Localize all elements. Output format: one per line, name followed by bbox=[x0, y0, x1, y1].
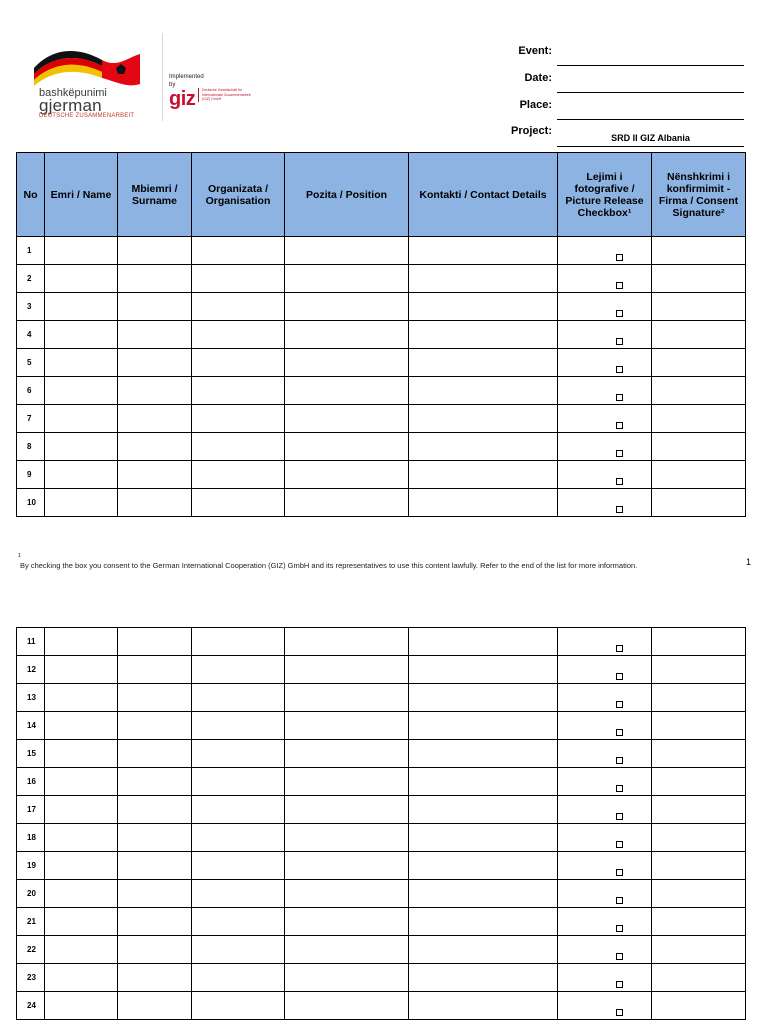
table-row bbox=[17, 796, 746, 824]
contact-cell[interactable] bbox=[409, 964, 558, 992]
signature-cell[interactable] bbox=[652, 908, 746, 936]
row-number: 21 bbox=[17, 908, 45, 936]
position-cell[interactable] bbox=[285, 992, 409, 1020]
surname-cell[interactable] bbox=[118, 852, 192, 880]
contact-cell[interactable] bbox=[409, 768, 558, 796]
header-position: Pozita / Position bbox=[285, 153, 409, 237]
table-row bbox=[17, 628, 746, 656]
signature-cell[interactable] bbox=[652, 265, 746, 293]
contact-cell[interactable] bbox=[409, 405, 558, 433]
table-row bbox=[17, 349, 746, 377]
row-number: 17 bbox=[17, 796, 45, 824]
picture-release-checkbox[interactable] bbox=[616, 953, 623, 960]
picture-release-cell bbox=[558, 768, 652, 796]
organisation-cell[interactable] bbox=[192, 628, 285, 656]
picture-release-checkbox[interactable] bbox=[616, 394, 623, 401]
surname-cell[interactable] bbox=[118, 740, 192, 768]
organisation-cell[interactable] bbox=[192, 740, 285, 768]
project-label: Project: bbox=[511, 125, 552, 137]
logo-divider bbox=[162, 33, 163, 121]
table-row bbox=[17, 740, 746, 768]
contact-cell[interactable] bbox=[409, 433, 558, 461]
contact-cell[interactable] bbox=[409, 684, 558, 712]
position-cell[interactable] bbox=[285, 880, 409, 908]
picture-release-cell bbox=[558, 293, 652, 321]
event-field[interactable] bbox=[557, 65, 744, 66]
name-cell[interactable] bbox=[45, 768, 118, 796]
contact-cell[interactable] bbox=[409, 461, 558, 489]
organisation-cell[interactable] bbox=[192, 405, 285, 433]
row-number: 16 bbox=[17, 768, 45, 796]
picture-release-checkbox[interactable] bbox=[616, 450, 623, 457]
table-header-row bbox=[17, 153, 746, 237]
position-cell[interactable] bbox=[285, 349, 409, 377]
surname-cell[interactable] bbox=[118, 908, 192, 936]
surname-cell[interactable] bbox=[118, 796, 192, 824]
place-label: Place: bbox=[519, 99, 552, 111]
signature-cell[interactable] bbox=[652, 712, 746, 740]
header-no: No bbox=[17, 153, 45, 237]
picture-release-checkbox[interactable] bbox=[616, 310, 623, 317]
table-row bbox=[17, 656, 746, 684]
position-cell[interactable] bbox=[285, 936, 409, 964]
contact-cell[interactable] bbox=[409, 628, 558, 656]
surname-cell[interactable] bbox=[118, 684, 192, 712]
picture-release-cell bbox=[558, 992, 652, 1020]
row-number: 23 bbox=[17, 964, 45, 992]
position-cell[interactable] bbox=[285, 768, 409, 796]
picture-release-checkbox[interactable] bbox=[616, 478, 623, 485]
contact-cell[interactable] bbox=[409, 349, 558, 377]
contact-cell[interactable] bbox=[409, 740, 558, 768]
row-number: 5 bbox=[17, 349, 45, 377]
organisation-cell[interactable] bbox=[192, 684, 285, 712]
contact-cell[interactable] bbox=[409, 489, 558, 517]
surname-cell[interactable] bbox=[118, 712, 192, 740]
signature-cell[interactable] bbox=[652, 740, 746, 768]
page-number: 1 bbox=[746, 557, 752, 567]
organisation-cell[interactable] bbox=[192, 377, 285, 405]
contact-cell[interactable] bbox=[409, 908, 558, 936]
position-cell[interactable] bbox=[285, 908, 409, 936]
checkbox-underline bbox=[640, 1019, 651, 1020]
row-number: 11 bbox=[17, 628, 45, 656]
picture-release-cell bbox=[558, 740, 652, 768]
name-cell[interactable] bbox=[45, 740, 118, 768]
picture-release-checkbox[interactable] bbox=[616, 254, 623, 261]
row-number: 9 bbox=[17, 461, 45, 489]
picture-release-cell bbox=[558, 433, 652, 461]
picture-release-cell bbox=[558, 237, 652, 265]
surname-cell[interactable] bbox=[118, 768, 192, 796]
footnote-text: By checking the box you consent to the German International Cooperation (GIZ) GmbH and its representatives to use this content lawfully. Refer to the end of the list for more information. bbox=[20, 561, 638, 570]
position-cell[interactable] bbox=[285, 461, 409, 489]
surname-cell[interactable] bbox=[118, 461, 192, 489]
position-cell[interactable] bbox=[285, 656, 409, 684]
picture-release-checkbox[interactable] bbox=[616, 981, 623, 988]
organisation-cell[interactable] bbox=[192, 908, 285, 936]
position-cell[interactable] bbox=[285, 265, 409, 293]
table-row bbox=[17, 852, 746, 880]
signature-cell[interactable] bbox=[652, 461, 746, 489]
picture-release-cell bbox=[558, 908, 652, 936]
table-row bbox=[17, 265, 746, 293]
surname-cell[interactable] bbox=[118, 824, 192, 852]
surname-cell[interactable] bbox=[118, 433, 192, 461]
table-row bbox=[17, 768, 746, 796]
contact-cell[interactable] bbox=[409, 656, 558, 684]
position-cell[interactable] bbox=[285, 852, 409, 880]
picture-release-checkbox[interactable] bbox=[616, 422, 623, 429]
picture-release-cell bbox=[558, 656, 652, 684]
date-label: Date: bbox=[524, 72, 552, 84]
picture-release-checkbox[interactable] bbox=[616, 729, 623, 736]
surname-cell[interactable] bbox=[118, 489, 192, 517]
contact-cell[interactable] bbox=[409, 880, 558, 908]
name-cell[interactable] bbox=[45, 824, 118, 852]
contact-cell[interactable] bbox=[409, 712, 558, 740]
organisation-cell[interactable] bbox=[192, 796, 285, 824]
row-number: 12 bbox=[17, 656, 45, 684]
picture-release-cell bbox=[558, 377, 652, 405]
organisation-cell[interactable] bbox=[192, 824, 285, 852]
project-field[interactable] bbox=[557, 146, 744, 147]
picture-release-cell bbox=[558, 852, 652, 880]
table-row bbox=[17, 824, 746, 852]
name-cell[interactable] bbox=[45, 433, 118, 461]
contact-cell[interactable] bbox=[409, 321, 558, 349]
contact-cell[interactable] bbox=[409, 237, 558, 265]
organisation-cell[interactable] bbox=[192, 321, 285, 349]
surname-cell[interactable] bbox=[118, 628, 192, 656]
row-number: 3 bbox=[17, 293, 45, 321]
organisation-cell[interactable] bbox=[192, 489, 285, 517]
name-cell[interactable] bbox=[45, 684, 118, 712]
position-cell[interactable] bbox=[285, 712, 409, 740]
picture-release-cell bbox=[558, 964, 652, 992]
surname-cell[interactable] bbox=[118, 964, 192, 992]
position-cell[interactable] bbox=[285, 740, 409, 768]
position-cell[interactable] bbox=[285, 628, 409, 656]
position-cell[interactable] bbox=[285, 796, 409, 824]
name-cell[interactable] bbox=[45, 656, 118, 684]
row-number: 15 bbox=[17, 740, 45, 768]
row-number: 18 bbox=[17, 824, 45, 852]
signature-cell[interactable] bbox=[652, 684, 746, 712]
picture-release-cell bbox=[558, 936, 652, 964]
contact-cell[interactable] bbox=[409, 992, 558, 1020]
picture-release-checkbox[interactable] bbox=[616, 897, 623, 904]
name-cell[interactable] bbox=[45, 796, 118, 824]
table-row bbox=[17, 936, 746, 964]
name-cell[interactable] bbox=[45, 880, 118, 908]
row-number: 13 bbox=[17, 684, 45, 712]
picture-release-cell bbox=[558, 461, 652, 489]
picture-release-checkbox[interactable] bbox=[616, 673, 623, 680]
giz-logo: giz bbox=[169, 88, 196, 110]
signature-cell[interactable] bbox=[652, 433, 746, 461]
name-cell[interactable] bbox=[45, 489, 118, 517]
header-surname: Mbiemri / Surname bbox=[118, 153, 192, 237]
row-number: 4 bbox=[17, 321, 45, 349]
table-row bbox=[17, 461, 746, 489]
picture-release-checkbox[interactable] bbox=[616, 925, 623, 932]
logo-german-cooperation bbox=[27, 33, 164, 121]
signature-cell[interactable] bbox=[652, 237, 746, 265]
organisation-cell[interactable] bbox=[192, 936, 285, 964]
organisation-cell[interactable] bbox=[192, 964, 285, 992]
logo-line2: gjerman bbox=[39, 96, 102, 115]
signature-cell[interactable] bbox=[652, 656, 746, 684]
signature-cell[interactable] bbox=[652, 852, 746, 880]
date-field[interactable] bbox=[557, 92, 744, 93]
picture-release-checkbox[interactable] bbox=[616, 366, 623, 373]
flag-wave-icon bbox=[32, 38, 142, 93]
logo-line1: bashkëpunimi bbox=[39, 87, 107, 99]
organisation-cell[interactable] bbox=[192, 768, 285, 796]
name-cell[interactable] bbox=[45, 293, 118, 321]
row-number: 20 bbox=[17, 880, 45, 908]
attendance-table-2 bbox=[16, 627, 746, 1020]
table-row bbox=[17, 293, 746, 321]
signature-cell[interactable] bbox=[652, 405, 746, 433]
signature-cell[interactable] bbox=[652, 768, 746, 796]
picture-release-cell bbox=[558, 684, 652, 712]
surname-cell[interactable] bbox=[118, 265, 192, 293]
header-picture-release: Lejimi i fotografive / Picture Release Checkbox¹ bbox=[558, 153, 652, 237]
position-cell[interactable] bbox=[285, 964, 409, 992]
organisation-cell[interactable] bbox=[192, 712, 285, 740]
contact-cell[interactable] bbox=[409, 796, 558, 824]
signature-cell[interactable] bbox=[652, 349, 746, 377]
table-row bbox=[17, 712, 746, 740]
surname-cell[interactable] bbox=[118, 936, 192, 964]
picture-release-checkbox[interactable] bbox=[616, 757, 623, 764]
organisation-cell[interactable] bbox=[192, 265, 285, 293]
row-number: 24 bbox=[17, 992, 45, 1020]
picture-release-cell bbox=[558, 628, 652, 656]
event-label: Event: bbox=[518, 45, 552, 57]
giz-subtitle: Deutsche Gesellschaft für Internationale Zusammenarbeit (GIZ) GmbH bbox=[198, 88, 252, 102]
implemented-by-label: Implemented by bbox=[169, 74, 204, 88]
organisation-cell[interactable] bbox=[192, 349, 285, 377]
organisation-cell[interactable] bbox=[192, 293, 285, 321]
table-row bbox=[17, 237, 746, 265]
position-cell[interactable] bbox=[285, 489, 409, 517]
name-cell[interactable] bbox=[45, 628, 118, 656]
name-cell[interactable] bbox=[45, 405, 118, 433]
contact-cell[interactable] bbox=[409, 936, 558, 964]
logo-line3: DEUTSCHE ZUSAMMENARBEIT bbox=[39, 113, 135, 119]
surname-cell[interactable] bbox=[118, 321, 192, 349]
picture-release-cell bbox=[558, 796, 652, 824]
contact-cell[interactable] bbox=[409, 377, 558, 405]
contact-cell[interactable] bbox=[409, 824, 558, 852]
surname-cell[interactable] bbox=[118, 349, 192, 377]
picture-release-cell bbox=[558, 489, 652, 517]
header-name: Emri / Name bbox=[45, 153, 118, 237]
position-cell[interactable] bbox=[285, 433, 409, 461]
name-cell[interactable] bbox=[45, 461, 118, 489]
table-row bbox=[17, 489, 746, 517]
position-cell[interactable] bbox=[285, 293, 409, 321]
table-row bbox=[17, 684, 746, 712]
picture-release-checkbox[interactable] bbox=[616, 282, 623, 289]
table-row bbox=[17, 992, 746, 1020]
header-consent-signature: Nënshkrimi i konfirmimit - Firma / Consent Signature² bbox=[652, 153, 746, 237]
surname-cell[interactable] bbox=[118, 992, 192, 1020]
signature-cell[interactable] bbox=[652, 880, 746, 908]
position-cell[interactable] bbox=[285, 824, 409, 852]
name-cell[interactable] bbox=[45, 265, 118, 293]
signature-cell[interactable] bbox=[652, 628, 746, 656]
signature-cell[interactable] bbox=[652, 489, 746, 517]
name-cell[interactable] bbox=[45, 964, 118, 992]
table-row bbox=[17, 377, 746, 405]
signature-cell[interactable] bbox=[652, 992, 746, 1020]
contact-cell[interactable] bbox=[409, 852, 558, 880]
picture-release-cell bbox=[558, 321, 652, 349]
picture-release-checkbox[interactable] bbox=[616, 338, 623, 345]
picture-release-checkbox[interactable] bbox=[616, 701, 623, 708]
name-cell[interactable] bbox=[45, 349, 118, 377]
picture-release-checkbox[interactable] bbox=[616, 1009, 623, 1016]
organisation-cell[interactable] bbox=[192, 237, 285, 265]
picture-release-cell bbox=[558, 824, 652, 852]
row-number: 10 bbox=[17, 489, 45, 517]
signature-cell[interactable] bbox=[652, 377, 746, 405]
picture-release-cell bbox=[558, 880, 652, 908]
organisation-cell[interactable] bbox=[192, 656, 285, 684]
row-number: 8 bbox=[17, 433, 45, 461]
surname-cell[interactable] bbox=[118, 880, 192, 908]
place-field[interactable] bbox=[557, 119, 744, 120]
signature-cell[interactable] bbox=[652, 936, 746, 964]
row-number: 2 bbox=[17, 265, 45, 293]
contact-cell[interactable] bbox=[409, 293, 558, 321]
signature-cell[interactable] bbox=[652, 824, 746, 852]
name-cell[interactable] bbox=[45, 852, 118, 880]
row-number: 1 bbox=[17, 237, 45, 265]
row-number: 14 bbox=[17, 712, 45, 740]
signature-cell[interactable] bbox=[652, 964, 746, 992]
table-row bbox=[17, 908, 746, 936]
organisation-cell[interactable] bbox=[192, 433, 285, 461]
organisation-cell[interactable] bbox=[192, 852, 285, 880]
attendance-table-1 bbox=[16, 152, 746, 517]
name-cell[interactable] bbox=[45, 377, 118, 405]
row-number: 7 bbox=[17, 405, 45, 433]
footnote-marker: 1 bbox=[18, 553, 21, 559]
name-cell[interactable] bbox=[45, 992, 118, 1020]
table-row bbox=[17, 405, 746, 433]
surname-cell[interactable] bbox=[118, 293, 192, 321]
name-cell[interactable] bbox=[45, 908, 118, 936]
picture-release-checkbox[interactable] bbox=[616, 645, 623, 652]
surname-cell[interactable] bbox=[118, 405, 192, 433]
name-cell[interactable] bbox=[45, 712, 118, 740]
project-value: SRD II GIZ Albania bbox=[611, 133, 690, 143]
signature-cell[interactable] bbox=[652, 796, 746, 824]
surname-cell[interactable] bbox=[118, 377, 192, 405]
name-cell[interactable] bbox=[45, 237, 118, 265]
organisation-cell[interactable] bbox=[192, 880, 285, 908]
row-number: 6 bbox=[17, 377, 45, 405]
surname-cell[interactable] bbox=[118, 237, 192, 265]
picture-release-checkbox[interactable] bbox=[616, 869, 623, 876]
picture-release-checkbox[interactable] bbox=[616, 813, 623, 820]
table-row bbox=[17, 880, 746, 908]
position-cell[interactable] bbox=[285, 684, 409, 712]
picture-release-cell bbox=[558, 405, 652, 433]
organisation-cell[interactable] bbox=[192, 992, 285, 1020]
position-cell[interactable] bbox=[285, 321, 409, 349]
name-cell[interactable] bbox=[45, 936, 118, 964]
position-cell[interactable] bbox=[285, 405, 409, 433]
picture-release-checkbox[interactable] bbox=[616, 785, 623, 792]
row-number: 22 bbox=[17, 936, 45, 964]
header-organisation: Organizata / Organisation bbox=[192, 153, 285, 237]
table-row bbox=[17, 321, 746, 349]
table-row bbox=[17, 964, 746, 992]
picture-release-cell bbox=[558, 265, 652, 293]
surname-cell[interactable] bbox=[118, 656, 192, 684]
header-contact: Kontakti / Contact Details bbox=[409, 153, 558, 237]
picture-release-checkbox[interactable] bbox=[616, 506, 623, 513]
position-cell[interactable] bbox=[285, 237, 409, 265]
organisation-cell[interactable] bbox=[192, 461, 285, 489]
name-cell[interactable] bbox=[45, 321, 118, 349]
position-cell[interactable] bbox=[285, 377, 409, 405]
signature-cell[interactable] bbox=[652, 321, 746, 349]
picture-release-checkbox[interactable] bbox=[616, 841, 623, 848]
signature-cell[interactable] bbox=[652, 293, 746, 321]
picture-release-cell bbox=[558, 349, 652, 377]
contact-cell[interactable] bbox=[409, 265, 558, 293]
checkbox-underline bbox=[640, 516, 651, 517]
table-row bbox=[17, 433, 746, 461]
row-number: 19 bbox=[17, 852, 45, 880]
picture-release-cell bbox=[558, 712, 652, 740]
